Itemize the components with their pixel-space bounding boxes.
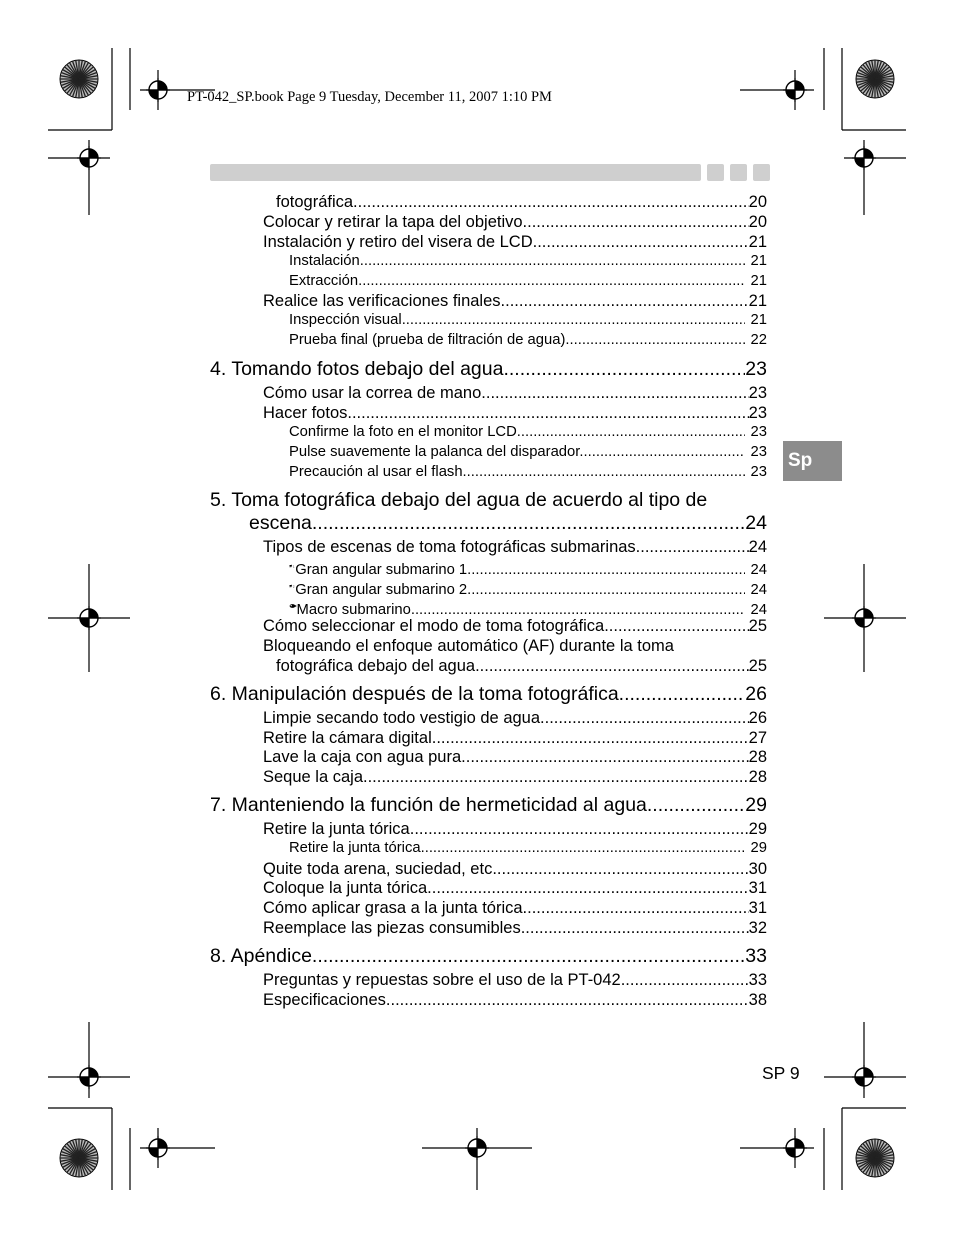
toc-entry[interactable]: Reemplace las piezas consumibles. ..... 32 <box>263 919 767 938</box>
toc-entry[interactable]: fotográfica debajo del agua ..... 25 <box>276 657 767 676</box>
toc-entry[interactable]: Seque la caja. ..... 28 <box>263 768 767 787</box>
toc-entry[interactable]: 1 Gran angular submarino 1 ..... 24 <box>289 558 767 578</box>
svg-text:1: 1 <box>292 564 295 569</box>
toc-entry[interactable]: Colocar y retirar la tapa del objetivo. ..... 20 <box>263 213 767 232</box>
toc-entry[interactable]: Retire la cámara digital. ..... 27 <box>263 729 767 748</box>
toc-entry[interactable]: Cómo usar la correa de mano ..... 23 <box>263 384 767 403</box>
color-bar-starburst-icon <box>856 1139 894 1177</box>
toc-entry[interactable]: Preguntas y repuestas sobre el uso de la PT-042 ..... 33 <box>263 971 767 990</box>
toc-entry[interactable]: Prueba final (prueba de filtración de agua) ..... 22 <box>289 332 767 348</box>
toc-chapter[interactable]: 6. Manipulación después de la toma fotográfica ..... 26 <box>210 683 767 706</box>
print-header-file-info: PT-042_SP.book Page 9 Tuesday, December 11, 2007 1:10 PM <box>187 89 552 105</box>
toc-chapter[interactable]: 8. Apéndice ..... 33 <box>210 945 767 968</box>
toc-entry[interactable]: Macro submarino ..... 24 <box>289 598 767 618</box>
header-square <box>730 164 747 181</box>
toc-entry[interactable]: Limpie secando todo vestigio de agua. ..... 26 <box>263 709 767 728</box>
toc-entry[interactable]: Instalación y retiro del visera de LCD ..... 21 <box>263 233 767 252</box>
toc-entry[interactable]: Coloque la junta tórica. ..... 31 <box>263 879 767 898</box>
toc-entry[interactable]: Retire la junta tórica ..... 29 <box>289 840 767 856</box>
toc-entry-line1[interactable]: Bloqueando el enfoque automático (AF) durante la toma <box>263 637 674 655</box>
header-square <box>707 164 724 181</box>
header-bar <box>210 164 701 181</box>
toc-entry[interactable]: Tipos de escenas de toma fotográficas submarinas ..... 24 <box>263 538 767 557</box>
toc-entry[interactable]: Especificaciones ..... 38 <box>263 991 767 1010</box>
toc-entry[interactable]: Pulse suavemente la palanca del disparador. ..... 23 <box>289 444 767 460</box>
toc-entry[interactable]: Extracción ..... 21 <box>289 273 767 289</box>
toc-entry[interactable]: Realice las verificaciones finales. ..... 21 <box>263 292 767 311</box>
toc-entry[interactable]: Cómo aplicar grasa a la junta tórica ..... 31 <box>263 899 767 918</box>
color-bar-starburst-icon <box>60 60 98 98</box>
toc-entry[interactable]: Instalación ..... 21 <box>289 253 767 269</box>
toc-entry[interactable]: fotográfica. ..... 20 <box>276 193 767 212</box>
toc-entry[interactable]: Cómo seleccionar el modo de toma fotográfica ..... 25 <box>263 617 767 636</box>
toc-chapter[interactable]: escena ..... 24 <box>249 512 767 535</box>
toc-entry[interactable]: Precaución al usar el flash ..... 23 <box>289 464 767 480</box>
toc-chapter[interactable]: 7. Manteniendo la función de hermeticidad al agua ..... 29 <box>210 794 767 817</box>
toc-entry[interactable]: Confirme la foto en el monitor LCD. ..... 23 <box>289 424 767 440</box>
toc-entry[interactable]: Hacer fotos. ..... 23 <box>263 404 767 423</box>
macro-icon <box>289 598 297 614</box>
toc-entry[interactable]: Retire la junta tórica. ..... 29 <box>263 820 767 839</box>
header-square <box>753 164 770 181</box>
color-bar-starburst-icon <box>856 60 894 98</box>
language-tab-sp: Sp <box>783 441 842 481</box>
color-bar-starburst-icon <box>60 1139 98 1177</box>
toc-chapter-line1[interactable]: 5. Toma fotográfica debajo del agua de acuerdo al tipo de <box>210 489 708 511</box>
svg-text:2: 2 <box>292 584 295 589</box>
toc-entry[interactable]: 2 Gran angular submarino 2 ..... 24 <box>289 578 767 598</box>
toc-entry[interactable]: Inspección visual ..... 21 <box>289 312 767 328</box>
toc-entry[interactable]: Quite toda arena, suciedad, etc. ..... 30 <box>263 860 767 879</box>
toc-entry[interactable]: Lave la caja con agua pura. ..... 28 <box>263 748 767 767</box>
toc-chapter[interactable]: 4. Tomando fotos debajo del agua ..... 23 <box>210 358 767 381</box>
page-number: SP 9 <box>762 1063 800 1083</box>
